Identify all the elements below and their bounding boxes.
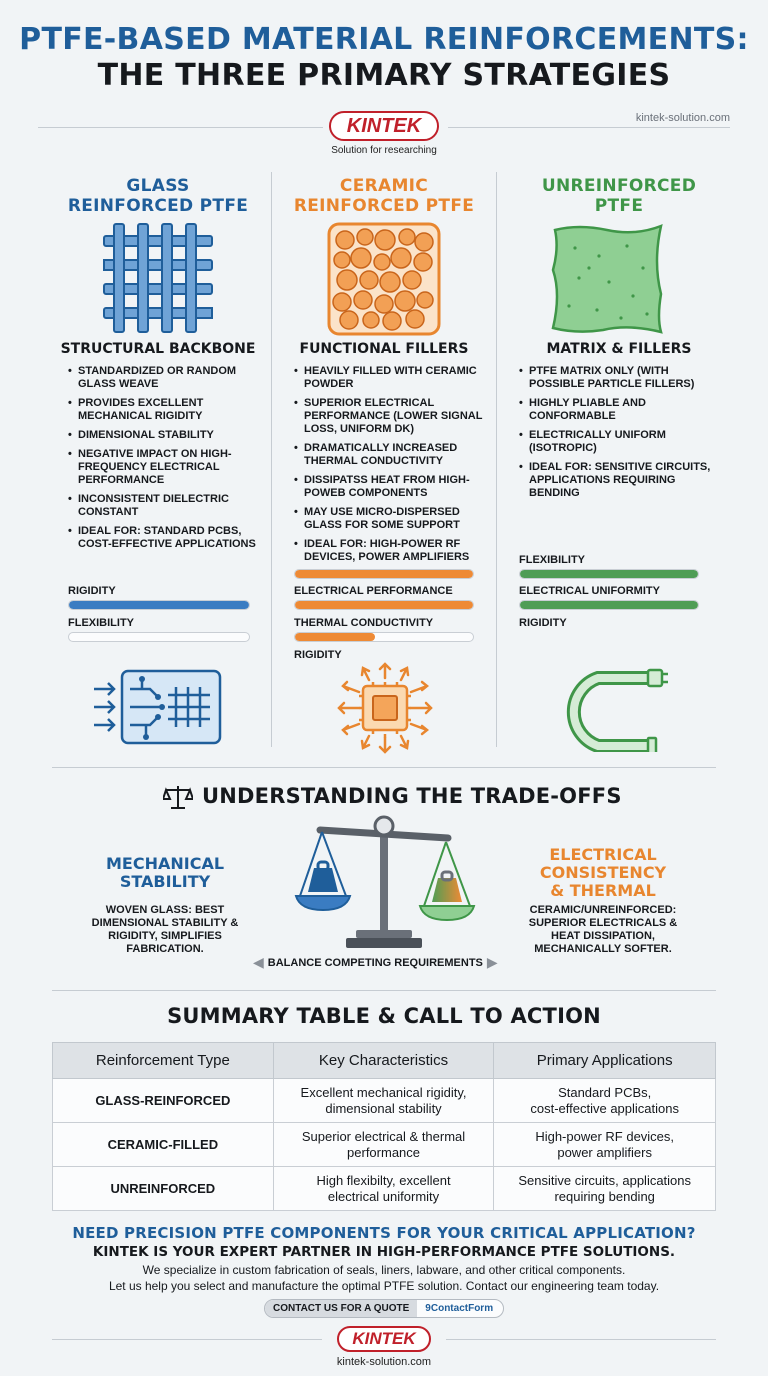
arrow-left-icon: ◀ [253,955,264,971]
ceramic-subtitle: FUNCTIONAL FILLERS [299,341,469,357]
list-item: • PROVIDES EXCELLENT MECHANICAL RIGIDITY [68,397,258,423]
glass-bar-label-rigidity: RIGIDITY [68,585,116,597]
header-website[interactable]: kintek-solution.com [635,112,730,124]
table-row [53,1167,716,1211]
brand-tagline: Solution for researching [331,145,437,156]
table-cell-characteristics: Superior electrical & thermal performance [273,1123,494,1167]
brand-logo: KINTEK [329,111,439,141]
list-item: • DIMENSIONAL STABILITY [68,429,258,442]
header-divider-right [448,127,730,128]
arrow-right-icon: ▶ [486,955,498,971]
glass-bar-rigidity [68,600,250,610]
glass-bar-flexibility [68,632,250,642]
unreinforced-bullets [519,365,711,506]
unreinforced-bar-label-flexibility: FLEXIBILITY [519,554,585,566]
ptfe-sheet-icon [549,222,667,336]
balance-scale-icon [292,812,476,952]
footer-divider-left [52,1339,322,1340]
table-cell-characteristics: High flexibilty, excellent electrical uniformity [273,1167,494,1211]
mechanical-stability-title: MECHANICAL STABILITY [105,854,225,891]
list-item: • INCONSISTENT DIELECTRIC CONSTANT [68,493,258,519]
footer-logo: KINTEK [337,1326,431,1352]
tradeoffs-title: UNDERSTANDING THE TRADE-OFFS [202,784,622,808]
list-item: • IDEAL FOR: HIGH-POWER RF DEVICES, POWER AMPLIFIERS [294,538,490,564]
list-item: • IDEAL FOR: STANDARD PCBS, COST-EFFECTIVE APPLICATIONS [68,525,258,551]
ceramic-bar-thermal [294,600,474,610]
glass-title: GLASS REINFORCED PTFE [67,176,249,216]
table-cell-applications: Sensitive circuits, applications requiring bending [494,1167,716,1211]
table-header: Key Characteristics [273,1043,494,1079]
scale-icon [163,784,193,810]
cta-subhead: KINTEK IS YOUR EXPERT PARTNER IN HIGH-PERFORMANCE PTFE SOLUTIONS. [92,1244,676,1260]
list-item: • IDEAL FOR: SENSITIVE CIRCUITS, APPLICATIONS REQUIRING BENDING [519,461,711,500]
unreinforced-subtitle: MATRIX & FILLERS [546,341,692,357]
section-divider-1 [52,767,716,768]
ceramic-bar-label-thermal: THERMAL CONDUCTIVITY [294,617,434,629]
table-cell-type: GLASS-REINFORCED [53,1079,274,1123]
table-cell-applications: Standard PCBs, cost-effective applications [494,1079,716,1123]
column-divider-1 [271,172,272,747]
mechanical-stability-text: WOVEN GLASS: BEST DIMENSIONAL STABILITY & RIGIDITY, SIMPLIFIES FABRICATION. [91,904,239,955]
glass-bar-label-flexibility: FLEXIBILITY [68,617,134,629]
balance-caption-text: BALANCE COMPETING REQUIREMENTS [267,957,483,969]
list-item: • PTFE MATRIX ONLY (WITH POSSIBLE PARTICLE FILLERS) [519,365,711,391]
list-item: • SUPERIOR ELECTRICAL PERFORMANCE (LOWER SIGNAL LOSS, UNIFORM DK) [294,397,490,436]
contact-quote-button[interactable]: CONTACT US FOR A QUOTE [265,1300,417,1317]
table-row [53,1079,716,1123]
unreinforced-bar-flexibility [519,569,699,579]
cta-body-line1: We specialize in custom fabrication of seals, liners, labware, and other critical components. [142,1263,626,1277]
header-divider-left [38,127,323,128]
electrical-thermal-text: CERAMIC/UNREINFORCED: SUPERIOR ELECTRICALS & HEAT DISSIPATION, MECHANICALLY SOFTER. [528,904,678,955]
page-title-line2: THE THREE PRIMARY STRATEGIES [97,58,671,93]
list-item: • HEAVILY FILLED WITH CERAMIC POWDER [294,365,490,391]
unreinforced-bar-label-electrical: ELECTRICAL UNIFORMITY [519,585,660,597]
balance-caption [253,954,515,972]
table-header-row [53,1043,716,1079]
glass-subtitle: STRUCTURAL BACKBONE [60,341,256,357]
table-cell-applications: High-power RF devices, power amplifiers [494,1123,716,1167]
ceramic-particles-icon [327,222,441,336]
list-item: • DRAMATICALLY INCREASED THERMAL CONDUCTIVITY [294,442,490,468]
glass-weave-icon [102,222,214,334]
ceramic-title: CERAMIC REINFORCED PTFE [293,176,475,216]
list-item: • DISSIPATSS HEAT FROM HIGH-POWEB COMPONENTS [294,474,490,500]
page-title-line1: PTFE-BASED MATERIAL REINFORCEMENTS: [19,22,749,57]
list-item: • HIGHLY PLIABLE AND CONFORMABLE [519,397,711,423]
ceramic-bar-label-rigidity: RIGIDITY [294,649,342,661]
table-header: Reinforcement Type [53,1043,274,1079]
table-header: Primary Applications [494,1043,716,1079]
table-cell-characteristics: Excellent mechanical rigidity, dimensional stability [273,1079,494,1123]
column-divider-2 [496,172,497,747]
table-cell-type: UNREINFORCED [53,1167,274,1211]
footer-divider-right [446,1339,716,1340]
ceramic-bar-rigidity [294,632,474,642]
bent-cable-icon [548,664,672,752]
unreinforced-title: UNREINFORCED PTFE [541,176,697,216]
summary-title: SUMMARY TABLE & CALL TO ACTION [167,1004,601,1028]
summary-table [52,1042,716,1211]
list-item: • NEGATIVE IMPACT ON HIGH-FREQUENCY ELECTRICAL PERFORMANCE [68,448,258,487]
list-item: • ELECTRICALLY UNIFORM (ISOTROPIC) [519,429,711,455]
contact-form-link[interactable]: 9ContactForm [425,1303,494,1314]
table-cell-type: CERAMIC-FILLED [53,1123,274,1167]
ceramic-bar-label-electrical: ELECTRICAL PERFORMANCE [294,585,453,597]
unreinforced-bar-label-rigidity: RIGIDITY [519,617,567,629]
ceramic-bar-electrical [294,569,474,579]
ceramic-bullets [294,365,490,570]
cta-headline: NEED PRECISION PTFE COMPONENTS FOR YOUR CRITICAL APPLICATION? [72,1224,696,1242]
section-divider-2 [52,990,716,991]
glass-bullets [68,365,258,557]
electrical-thermal-title: ELECTRICAL CONSISTENCY & THERMAL [539,845,667,900]
cta-button-group [264,1299,504,1318]
cta-body-line2: Let us help you select and manufacture the optimal PTFE solution. Contact our engineering team today. [108,1279,660,1293]
circuit-weave-icon [92,667,228,747]
unreinforced-bar-electrical [519,600,699,610]
list-item: • MAY USE MICRO-DISPERSED GLASS FOR SOME SUPPORT [294,506,490,532]
list-item: • STANDARDIZED OR RANDOM GLASS WEAVE [68,365,258,391]
table-row [53,1123,716,1167]
footer-website[interactable]: kintek-solution.com [336,1356,432,1368]
heat-chip-icon [333,662,437,754]
